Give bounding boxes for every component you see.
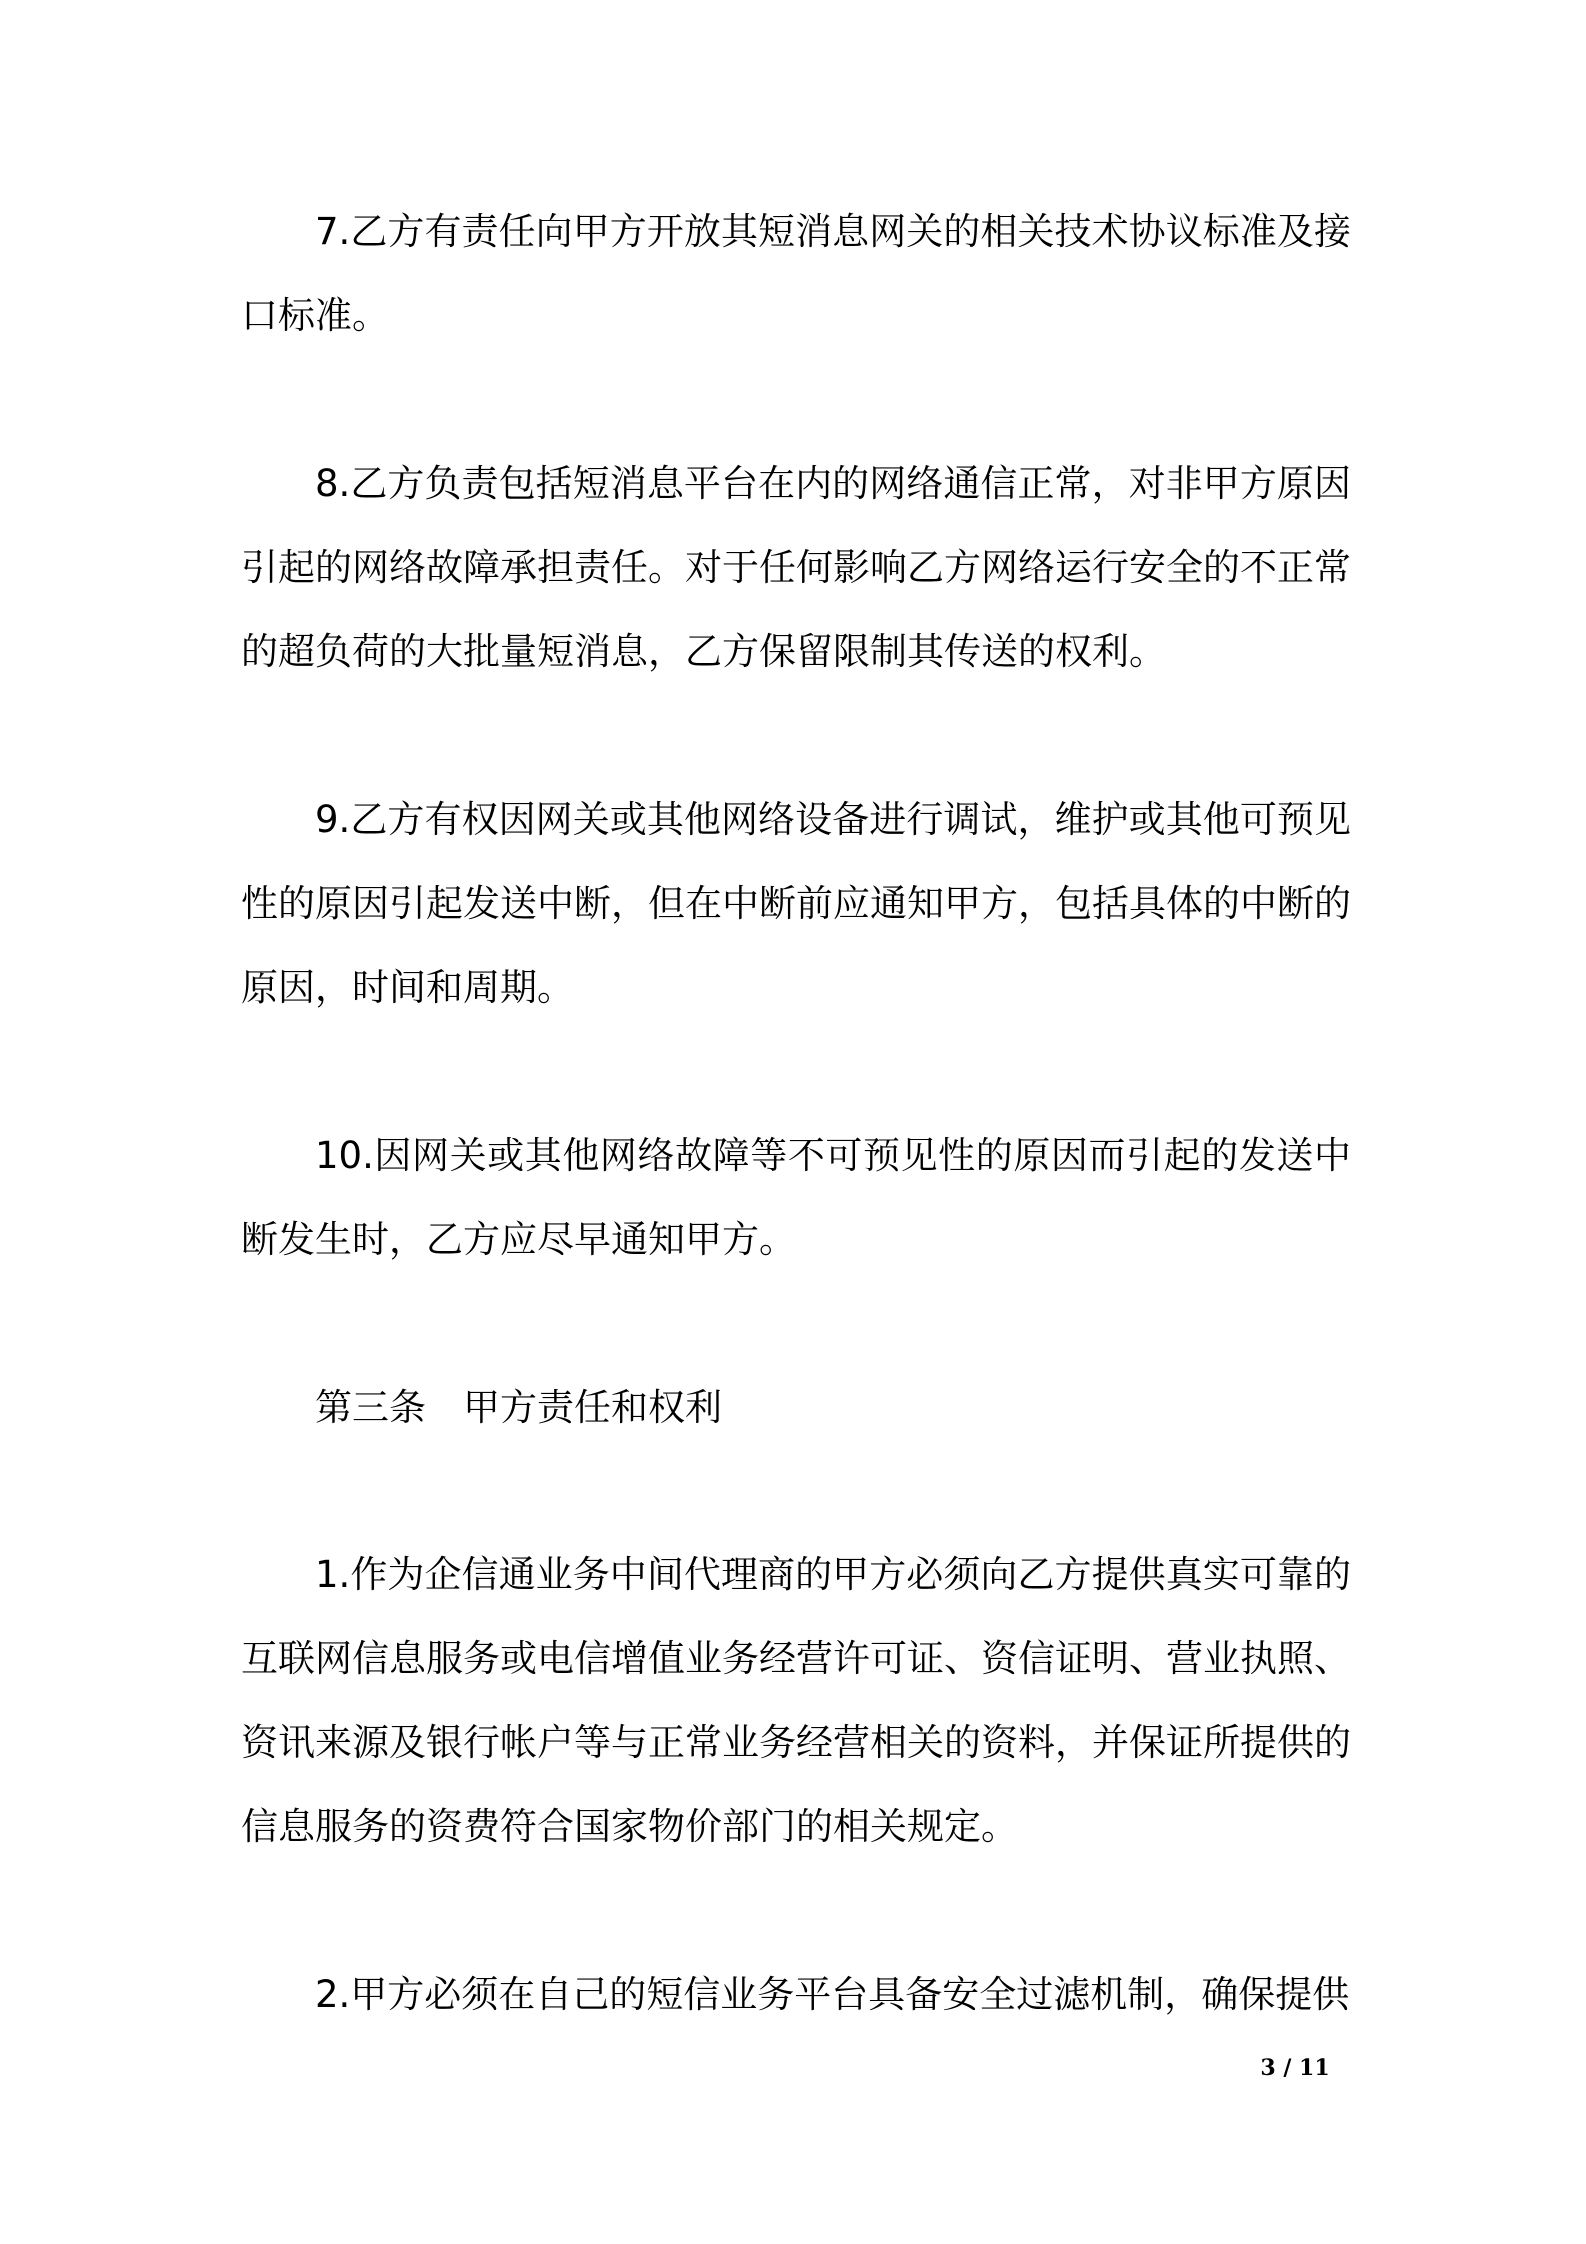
page-number: 3 / 11 bbox=[1260, 2055, 1330, 2081]
paragraph-clause-8: 8.乙方负责包括短消息平台在内的网络通信正常，对非甲方原因引起的网络故障承担责任。对于任何影响乙方网络运行安全的不正常的超负荷的大批量短消息，乙方保留限制其传送的权利。 bbox=[241, 462, 1351, 673]
section-heading-article-3: 第三条 甲方责任和权利 bbox=[315, 1386, 722, 1429]
paragraph-clause-7: 7.乙方有责任向甲方开放其短消息网关的相关技术协议标准及接口标准。 bbox=[241, 210, 1351, 337]
paragraph-article-3-clause-2: 2.甲方必须在自己的短信业务平台具备安全过滤机制，确保提供 bbox=[315, 1973, 1350, 2016]
paragraph-clause-9: 9.乙方有权因网关或其他网络设备进行调试，维护或其他可预见性的原因引起发送中断，但在中断前应通知甲方，包括具体的中断的原因，时间和周期。 bbox=[241, 798, 1351, 1009]
document-body bbox=[241, 190, 1351, 2121]
paragraph-article-3-clause-1: 1.作为企信通业务中间代理商的甲方必须向乙方提供真实可靠的互联网信息服务或电信增值业务经营许可证、资信证明、营业执照、资讯来源及银行帐户等与正常业务经营相关的资料，并保证所提供的信息服务的资费符合国家物价部门的相关规定。 bbox=[241, 1553, 1351, 1848]
paragraph-clause-10: 10.因网关或其他网络故障等不可预见性的原因而引起的发送中断发生时，乙方应尽早通知甲方。 bbox=[241, 1134, 1351, 1261]
